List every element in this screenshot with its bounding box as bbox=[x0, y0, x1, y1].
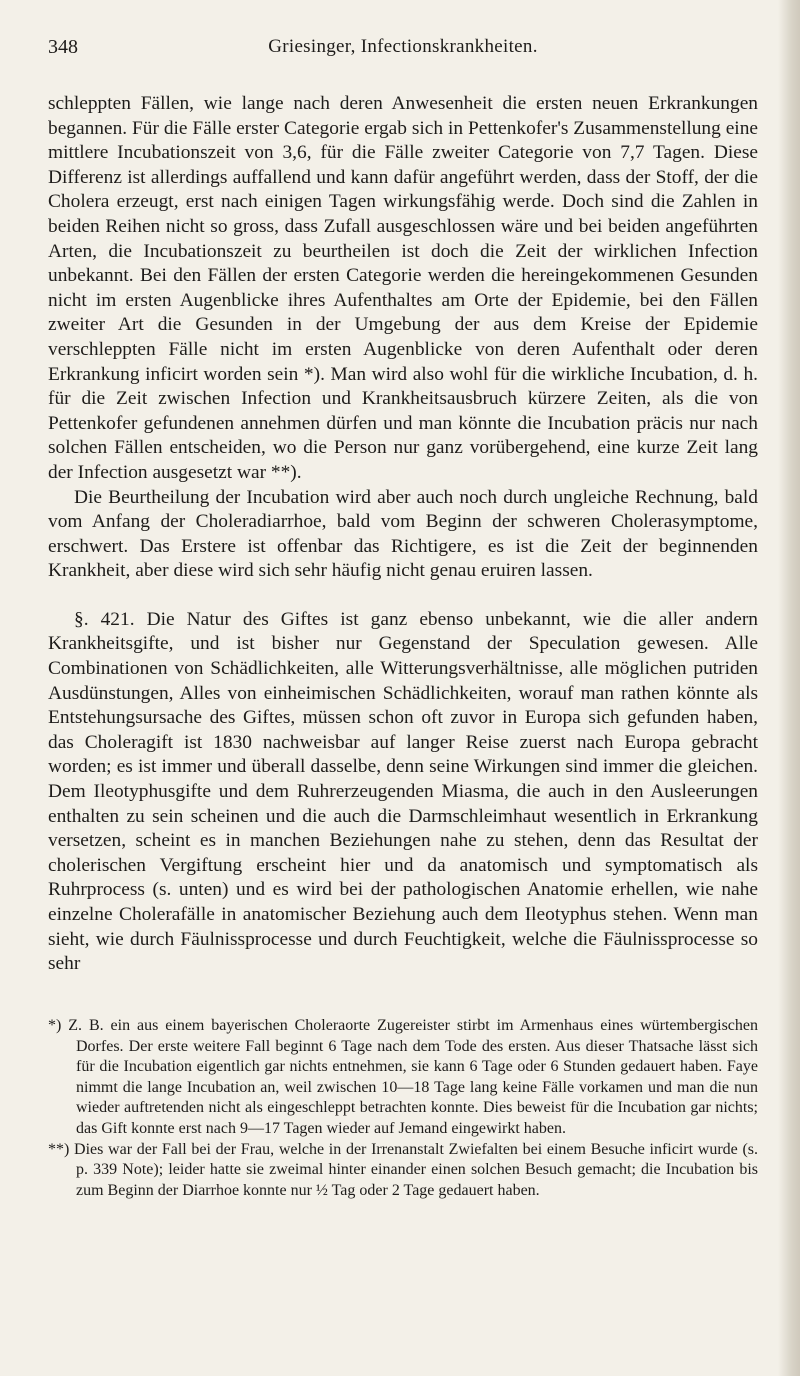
page-header bbox=[48, 36, 758, 66]
paragraph: Die Beurtheilung der Incubation wird aber auch noch durch ungleiche Rechnung, bald vom Anfang der Choleradiarrhoe, bald vom Beginn der schweren Cholerasymptome, erschwert. Das Erstere ist offenbar das Richtigere, es ist die Zeit der beginnenden Krankheit, aber diese wird sich sehr häufig nicht genau eruiren lassen. bbox=[48, 486, 758, 582]
body-text bbox=[48, 92, 758, 977]
paragraph-continued: schleppten Fällen, wie lange nach deren Anwesenheit die ersten neuen Erkrankungen begannen. Für die Fälle erster Categorie ergab sich in Pettenkofer's Zusammenstellung eine mittlere Incubationszeit von 3,6, für die Fälle zweiter Categorie von 7,7 Tagen. Diese Differenz ist allerdings auffallend und kann dafür angeführt werden, dass der Stoff, der die Cholera erzeugt, erst nach einigen Tagen wirkungsfähig werde. Doch sind die Zahlen in beiden Reihen nicht so gross, dass Zufall ausgeschlossen wäre und bei beiden angeführten Arten, die Incubationszeit zu beurtheilen ist doch die Zeit der wirklichen Infection unbekannt. Bei den Fällen der ersten Categorie werden die hereingekommenen Gesunden nicht im ersten Augenblicke ihres Aufenthaltes am Orte der Epidemie, bei den Fällen zweiter Art die Gesunden in der Umgebung der aus dem Kreise der Epidemie verschleppten Fälle nicht im ersten Augenblicke von deren Aufenthalt oder deren Erkrankung inficirt worden sein *). Man wird also wohl für die wirkliche Incubation, d. h. für die Zeit zwischen Infection und Krankheitsausbruch kürzere Zeiten, als die von Pettenkofer gefundenen annehmen dürfen und man könnte die Incubation präcis nur nach solchen Fällen entscheiden, wo die Person nur ganz vorübergehend, eine kurze Zeit lang der Infection ausgesetzt war **). bbox=[48, 93, 758, 483]
page-number: 348 bbox=[48, 36, 78, 58]
footnote-2: **) Dies war der Fall bei der Frau, welche in der Irrenanstalt Zwiefalten bei einem Besuche inficirt wurde (s. p. 339 Note); leider hatte sie zweimal hinter einander einen solchen Besuch gemacht; die Incubation bis zum Beginn der Diarrhoe konnte nur ½ Tag oder 2 Tage gedauert haben. bbox=[48, 1140, 758, 1199]
running-head: Griesinger, Infectionskrankheiten. bbox=[268, 36, 538, 57]
footnotes bbox=[48, 1016, 758, 1201]
page-edge-shadow bbox=[778, 0, 800, 1376]
footnote-1: *) Z. B. ein aus einem bayerischen Choleraorte Zugereister stirbt im Armenhaus eines würtembergischen Dorfes. Der erste weitere Fall beginnt 6 Tage nach dem Tode des ersten. Aus dieser Thatsache lässt sich für die Incubation eigentlich gar nichts entnehmen, sie kann 6 Tage oder 6 Stunden gedauert haben. Faye nimmt die lange Incubation an, weil zwischen 10—18 Tage lang keine Fälle vorkamen und man die nun wieder auftretenden nicht als eingeschleppt betrachten konnte. Dies beweist für die Incubation gar nichts; das Gift konnte erst nach 9—17 Tagen wieder auf Jemand eingewirkt haben. bbox=[48, 1017, 758, 1137]
section-421-paragraph: §. 421. Die Natur des Giftes ist ganz ebenso unbekannt, wie die aller andern Krankheitsgifte, und ist bisher nur Gegenstand der Speculation gewesen. Alle Combinationen von Schädlichkeiten, alle Witterungsverhältnisse, alle möglichen putriden Ausdünstungen, Alles von einheimischen Schädlichkeiten, worauf man rathen könnte als Entstehungsursache des Giftes, müssen schon oft zuvor in Europa sich gefunden haben, das Choleragift ist 1830 nachweisbar auf langer Reise zuerst nach Europa gebracht worden; es ist immer und überall dasselbe, denn seine Wirkungen sind immer die gleichen. Dem Ileotyphusgifte und dem Ruhrerzeugenden Miasma, die auch in den Ausleerungen enthalten zu sein scheinen und die auch die Darmschleimhaut wesentlich in Erkrankung versetzen, scheint es in manchen Beziehungen nahe zu stehen, denn das Resultat der cholerischen Vergiftung erscheint hier und da anatomisch und symptomatisch als Ruhrprocess (s. unten) und es wird bei der pathologischen Anatomie erhellen, wie nahe einzelne Cholerafälle in anatomischer Beziehung auch dem Ileotyphus stehen. Wenn man sieht, wie durch Fäulnissprocesse und durch Feuchtigkeit, welche die Fäulnissprocesse so sehr bbox=[48, 608, 758, 975]
